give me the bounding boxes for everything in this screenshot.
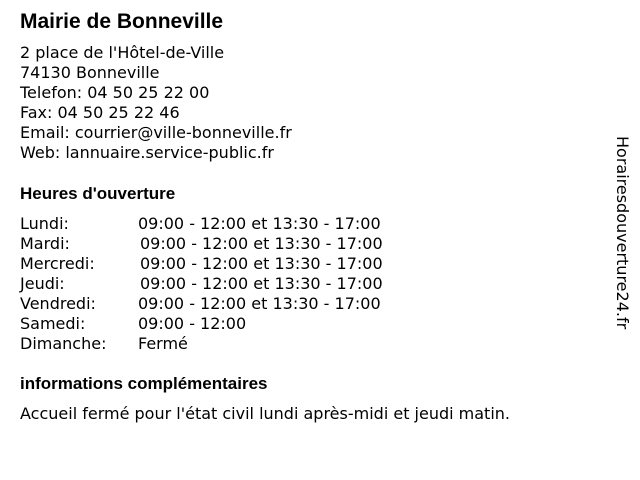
page-title: Mairie de Bonneville — [20, 10, 224, 33]
day-label: Samedi: — [20, 314, 86, 333]
day-label: Jeudi: — [20, 274, 65, 293]
website: Web: lannuaire.service-public.fr — [20, 143, 274, 162]
opening-hours-heading: Heures d'ouverture — [20, 184, 176, 203]
additional-info-text: Accueil fermé pour l'état civil lundi après-midi et jeudi matin. — [20, 404, 510, 423]
time-range: 09:00 - 12:00 — [138, 314, 247, 333]
additional-info-heading: informations complémentaires — [20, 374, 268, 393]
contact-block — [20, 43, 292, 163]
time-range: 09:00 - 12:00 et 13:30 - 17:00 — [140, 234, 383, 253]
time-range: Fermé — [138, 334, 188, 353]
day-label: Mardi: — [20, 234, 70, 253]
day-label: Dimanche: — [20, 334, 107, 353]
time-range: 09:00 - 12:00 et 13:30 - 17:00 — [138, 214, 381, 233]
day-label: Vendredi: — [20, 294, 96, 313]
day-label: Mercredi: — [20, 254, 95, 273]
fax-number: Fax: 04 50 25 22 46 — [20, 103, 180, 122]
time-range: 09:00 - 12:00 et 13:30 - 17:00 — [140, 254, 383, 273]
day-label: Lundi: — [20, 214, 69, 233]
email-address: Email: courrier@ville-bonneville.fr — [20, 123, 292, 142]
time-range: 09:00 - 12:00 et 13:30 - 17:00 — [140, 274, 383, 293]
address-line-2: 74130 Bonneville — [20, 63, 160, 82]
site-watermark: Horairesdouverture24.fr — [613, 136, 632, 330]
time-range: 09:00 - 12:00 et 13:30 - 17:00 — [138, 294, 381, 313]
address-line-1: 2 place de l'Hôtel-de-Ville — [20, 43, 225, 62]
phone-number: Telefon: 04 50 25 22 00 — [20, 83, 210, 102]
